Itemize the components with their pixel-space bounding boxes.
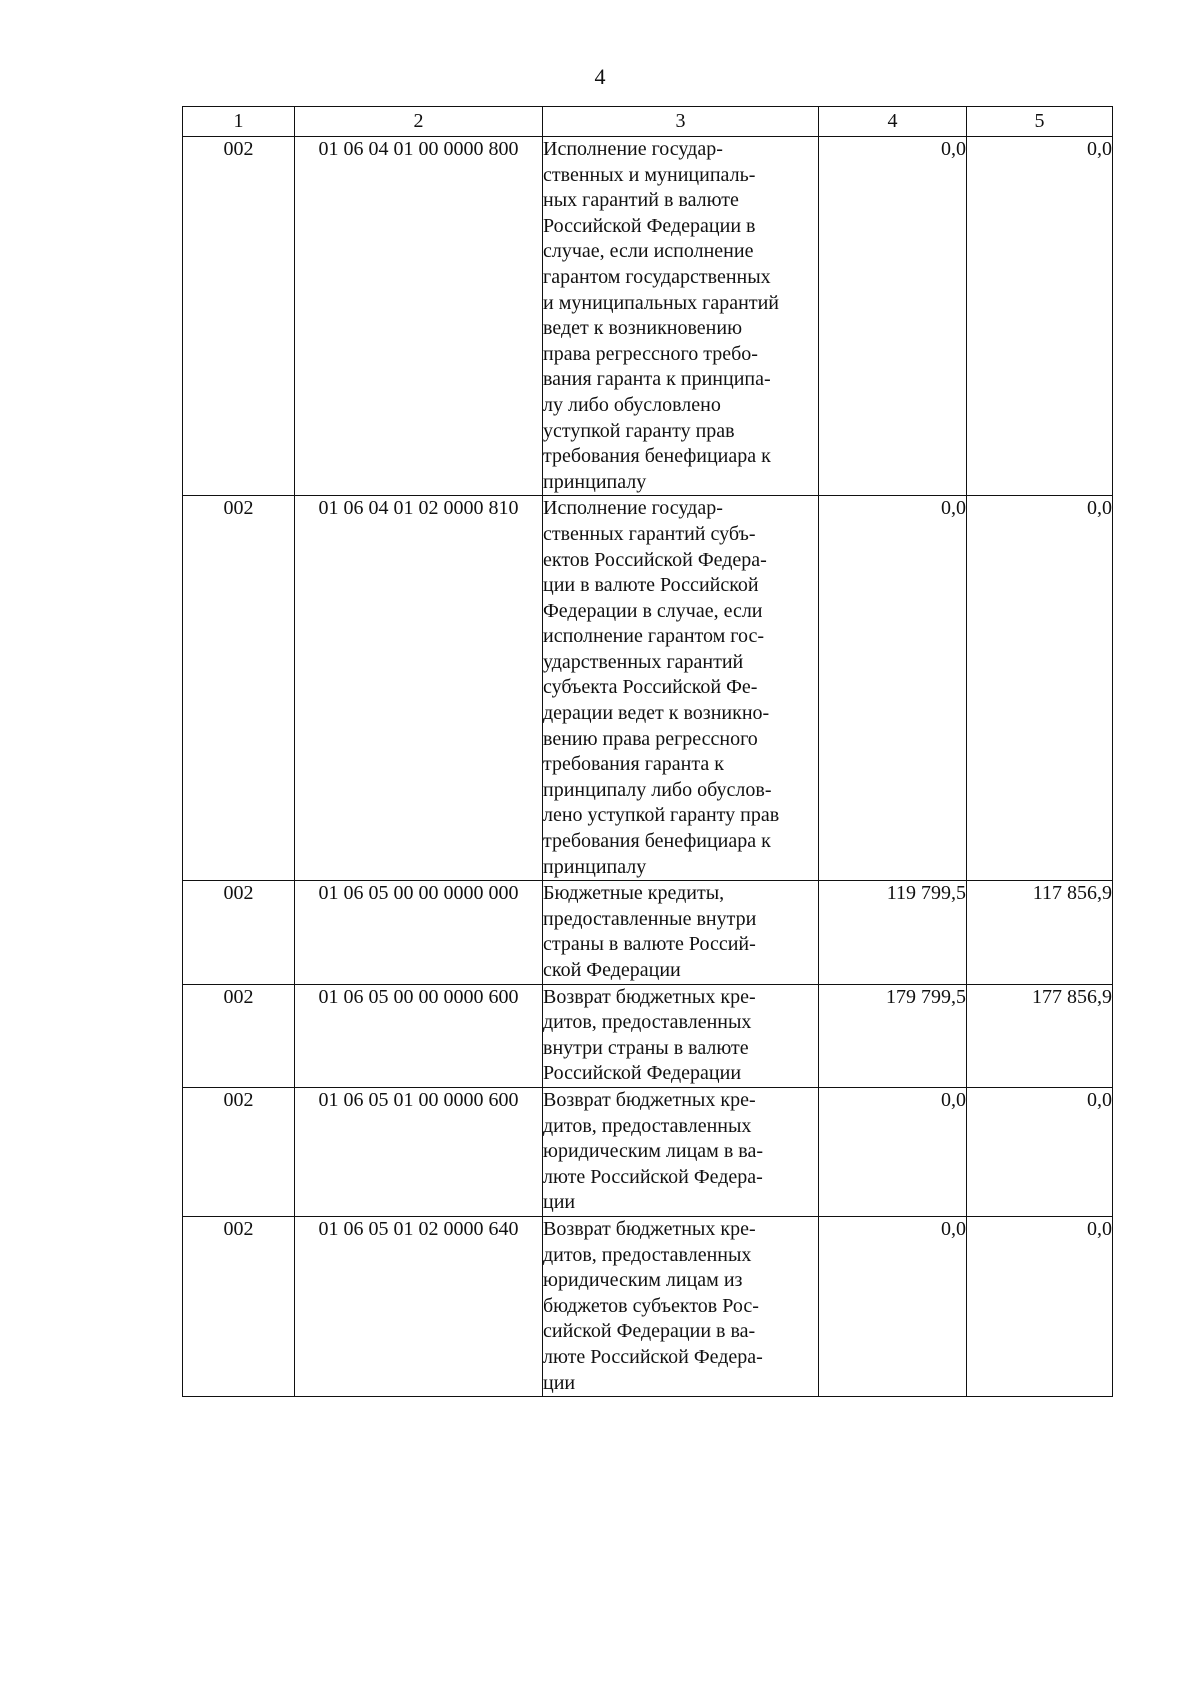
description-line: права регрессного требо- bbox=[543, 342, 758, 365]
description-line: Возврат бюджетных кре- bbox=[543, 1088, 756, 1111]
row-description bbox=[543, 1087, 819, 1216]
header-col-5: 5 bbox=[967, 107, 1113, 137]
description-line: предоставленные внутри bbox=[543, 907, 757, 930]
row-description bbox=[543, 984, 819, 1087]
description-line: юридическим лицам в ва- bbox=[543, 1140, 763, 1163]
row-amount-col-5: 0,0 bbox=[967, 1087, 1113, 1216]
description-line: ской Федерации bbox=[543, 959, 681, 981]
description-line: ственных гарантий субъ- bbox=[543, 522, 756, 545]
description-line: люте Российской Федера- bbox=[543, 1345, 763, 1368]
row-description bbox=[543, 1216, 819, 1396]
row-amount-col-5: 177 856,9 bbox=[967, 984, 1113, 1087]
table-row bbox=[183, 1216, 1113, 1396]
row-amount-col-4: 179 799,5 bbox=[819, 984, 967, 1087]
description-line: Возврат бюджетных кре- bbox=[543, 985, 756, 1008]
row-budget-code: 01 06 04 01 00 0000 800 bbox=[295, 137, 543, 496]
row-budget-code: 01 06 04 01 02 0000 810 bbox=[295, 496, 543, 881]
row-description bbox=[543, 137, 819, 496]
table-row bbox=[183, 1087, 1113, 1216]
row-amount-col-5: 0,0 bbox=[967, 137, 1113, 496]
row-amount-col-4: 0,0 bbox=[819, 496, 967, 881]
description-line: ных гарантий в валюте bbox=[543, 189, 739, 212]
description-line: уступкой гаранту прав bbox=[543, 419, 735, 442]
description-line: исполнение гарантом гос- bbox=[543, 625, 765, 648]
description-line: ектов Российской Федера- bbox=[543, 548, 767, 571]
row-amount-col-5: 117 856,9 bbox=[967, 881, 1113, 984]
description-line: ударственных гарантий bbox=[543, 650, 744, 673]
description-line: юридическим лицам из bbox=[543, 1269, 743, 1292]
description-line: ции bbox=[543, 1371, 576, 1394]
table-row bbox=[183, 496, 1113, 881]
description-line: дитов, предоставленных bbox=[543, 1114, 752, 1137]
description-line: случае, если исполнение bbox=[543, 240, 754, 263]
description-line: Федерации в случае, если bbox=[543, 599, 763, 622]
description-line: дитов, предоставленных bbox=[543, 1243, 752, 1266]
row-admin-code: 002 bbox=[183, 984, 295, 1087]
description-line: страны в валюте Россий- bbox=[543, 933, 756, 956]
row-admin-code: 002 bbox=[183, 137, 295, 496]
description-line: внутри страны в валюте bbox=[543, 1036, 749, 1059]
page-number: 4 bbox=[594, 64, 606, 89]
description-line: требования гаранта к bbox=[543, 753, 724, 776]
description-line: и муниципальных гарантий bbox=[543, 291, 779, 314]
table-row bbox=[183, 984, 1113, 1087]
description-line: ственных и муниципаль- bbox=[543, 163, 756, 186]
row-amount-col-4: 0,0 bbox=[819, 137, 967, 496]
description-line: вания гаранта к принципа- bbox=[543, 368, 771, 391]
description-line: Возврат бюджетных кре- bbox=[543, 1217, 756, 1240]
description-line: Исполнение государ- bbox=[543, 497, 723, 520]
row-admin-code: 002 bbox=[183, 1087, 295, 1216]
description-line: Российской Федерации bbox=[543, 1062, 742, 1085]
description-line: лено уступкой гаранту прав bbox=[543, 804, 780, 827]
header-col-1: 1 bbox=[183, 107, 295, 137]
description-line: ции в валюте Российской bbox=[543, 574, 759, 597]
description-line: принципалу bbox=[543, 855, 647, 878]
header-col-3: 3 bbox=[543, 107, 819, 137]
row-budget-code: 01 06 05 00 00 0000 000 bbox=[295, 881, 543, 984]
description-line: требования бенефициара к bbox=[543, 445, 771, 468]
description-line: субъекта Российской Фе- bbox=[543, 676, 758, 699]
description-line: Бюджетные кредиты, bbox=[543, 882, 725, 905]
description-line: ведет к возникновению bbox=[543, 317, 743, 340]
description-line: принципалу bbox=[543, 470, 647, 493]
description-line: вению права регрессного bbox=[543, 727, 758, 750]
description-line: гарантом государственных bbox=[543, 265, 771, 288]
description-line: ции bbox=[543, 1191, 576, 1214]
header-col-4: 4 bbox=[819, 107, 967, 137]
row-budget-code: 01 06 05 01 00 0000 600 bbox=[295, 1087, 543, 1216]
description-line: требования бенефициара к bbox=[543, 830, 771, 853]
header-col-2: 2 bbox=[295, 107, 543, 137]
header-row bbox=[183, 107, 1113, 137]
row-admin-code: 002 bbox=[183, 881, 295, 984]
row-budget-code: 01 06 05 01 02 0000 640 bbox=[295, 1216, 543, 1396]
row-amount-col-4: 0,0 bbox=[819, 1087, 967, 1216]
row-amount-col-4: 0,0 bbox=[819, 1216, 967, 1396]
description-line: люте Российской Федера- bbox=[543, 1165, 763, 1188]
row-admin-code: 002 bbox=[183, 1216, 295, 1396]
description-line: принципалу либо обуслов- bbox=[543, 778, 772, 801]
row-amount-col-5: 0,0 bbox=[967, 1216, 1113, 1396]
description-line: дерации ведет к возникно- bbox=[543, 702, 770, 725]
table-row bbox=[183, 881, 1113, 984]
table-body bbox=[183, 137, 1113, 1397]
budget-table bbox=[182, 106, 1113, 1397]
description-line: сийской Федерации в ва- bbox=[543, 1320, 756, 1343]
row-description bbox=[543, 496, 819, 881]
row-description bbox=[543, 881, 819, 984]
description-line: Российской Федерации в bbox=[543, 214, 756, 237]
description-line: бюджетов субъектов Рос- bbox=[543, 1294, 759, 1317]
description-line: Исполнение государ- bbox=[543, 138, 723, 160]
row-amount-col-5: 0,0 bbox=[967, 496, 1113, 881]
description-line: лу либо обусловлено bbox=[543, 393, 721, 416]
row-admin-code: 002 bbox=[183, 496, 295, 881]
description-line: дитов, предоставленных bbox=[543, 1011, 752, 1034]
table-row bbox=[183, 137, 1113, 496]
row-amount-col-4: 119 799,5 bbox=[819, 881, 967, 984]
row-budget-code: 01 06 05 00 00 0000 600 bbox=[295, 984, 543, 1087]
